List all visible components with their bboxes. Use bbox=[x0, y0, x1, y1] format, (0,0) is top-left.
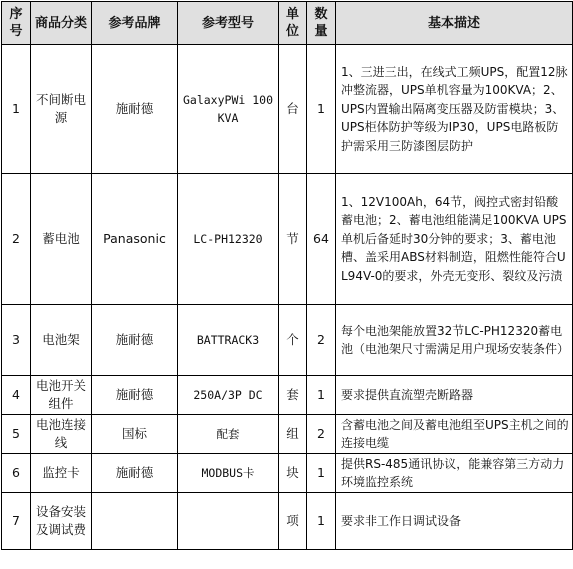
header-description: 基本描述 bbox=[336, 2, 573, 45]
row-index: 1 bbox=[2, 45, 31, 174]
row-brand: 施耐德 bbox=[92, 305, 178, 376]
row-unit: 块 bbox=[279, 454, 307, 493]
row-index: 6 bbox=[2, 454, 31, 493]
header-category: 商品分类 bbox=[31, 2, 92, 45]
row-quantity: 1 bbox=[307, 376, 336, 415]
row-unit: 个 bbox=[279, 305, 307, 376]
equipment-spec-table bbox=[1, 1, 573, 550]
table-row bbox=[2, 376, 573, 415]
row-model: LC-PH12320 bbox=[178, 174, 279, 305]
row-brand: 施耐德 bbox=[92, 376, 178, 415]
table-row bbox=[2, 493, 573, 550]
row-unit: 台 bbox=[279, 45, 307, 174]
row-brand: Panasonic bbox=[92, 174, 178, 305]
table-row bbox=[2, 454, 573, 493]
row-unit: 套 bbox=[279, 376, 307, 415]
row-quantity: 64 bbox=[307, 174, 336, 305]
row-description: 提供RS-485通讯协议，能兼容第三方动力环境监控系统 bbox=[336, 454, 573, 493]
row-model: GalaxyPWi 100KVA bbox=[178, 45, 279, 174]
row-description: 1、三进三出，在线式工频UPS，配置12脉冲整流器，UPS单机容量为100KVA；2、UPS内置输出隔离变压器及防雷模块；3、UPS柜体防护等级为IP30，UPS电路板防护需采用三防漆图层防护 bbox=[336, 45, 573, 174]
header-unit: 单位 bbox=[279, 2, 307, 45]
row-quantity: 1 bbox=[307, 454, 336, 493]
row-brand: 施耐德 bbox=[92, 454, 178, 493]
row-brand: 施耐德 bbox=[92, 45, 178, 174]
table-row bbox=[2, 174, 573, 305]
row-category: 不间断电源 bbox=[31, 45, 92, 174]
row-unit: 项 bbox=[279, 493, 307, 550]
row-model bbox=[178, 493, 279, 550]
row-category: 监控卡 bbox=[31, 454, 92, 493]
header-index: 序号 bbox=[2, 2, 31, 45]
row-unit: 节 bbox=[279, 174, 307, 305]
row-brand bbox=[92, 493, 178, 550]
table-row bbox=[2, 45, 573, 174]
row-category: 设备安装及调试费 bbox=[31, 493, 92, 550]
row-model: 250A/3P DC bbox=[178, 376, 279, 415]
row-quantity: 1 bbox=[307, 45, 336, 174]
row-description: 含蓄电池之间及蓄电池组至UPS主机之间的连接电缆 bbox=[336, 415, 573, 454]
row-quantity: 2 bbox=[307, 305, 336, 376]
row-brand: 国标 bbox=[92, 415, 178, 454]
header-quantity: 数量 bbox=[307, 2, 336, 45]
row-category: 蓄电池 bbox=[31, 174, 92, 305]
row-description: 要求提供直流塑壳断路器 bbox=[336, 376, 573, 415]
table-row bbox=[2, 415, 573, 454]
table-row bbox=[2, 305, 573, 376]
row-index: 4 bbox=[2, 376, 31, 415]
row-quantity: 2 bbox=[307, 415, 336, 454]
header-brand: 参考品牌 bbox=[92, 2, 178, 45]
row-category: 电池架 bbox=[31, 305, 92, 376]
row-model: BATTRACK3 bbox=[178, 305, 279, 376]
row-index: 7 bbox=[2, 493, 31, 550]
row-category: 电池开关组件 bbox=[31, 376, 92, 415]
row-index: 2 bbox=[2, 174, 31, 305]
row-quantity: 1 bbox=[307, 493, 336, 550]
row-unit: 组 bbox=[279, 415, 307, 454]
row-index: 5 bbox=[2, 415, 31, 454]
row-description: 每个电池架能放置32节LC-PH12320蓄电池（电池架尺寸需满足用户现场安装条件） bbox=[336, 305, 573, 376]
table-header-row bbox=[2, 2, 573, 45]
header-model: 参考型号 bbox=[178, 2, 279, 45]
row-description: 1、12V100Ah，64节，阀控式密封铅酸蓄电池；2、蓄电池组能满足100KVA UPS单机后备延时30分钟的要求；3、蓄电池槽、盖采用ABS材料制造，阻燃性能符合UL94V-0的要求，外壳无变形、裂纹及污渍 bbox=[336, 174, 573, 305]
row-model: MODBUS卡 bbox=[178, 454, 279, 493]
row-model: 配套 bbox=[178, 415, 279, 454]
row-description: 要求非工作日调试设备 bbox=[336, 493, 573, 550]
row-index: 3 bbox=[2, 305, 31, 376]
row-category: 电池连接线 bbox=[31, 415, 92, 454]
